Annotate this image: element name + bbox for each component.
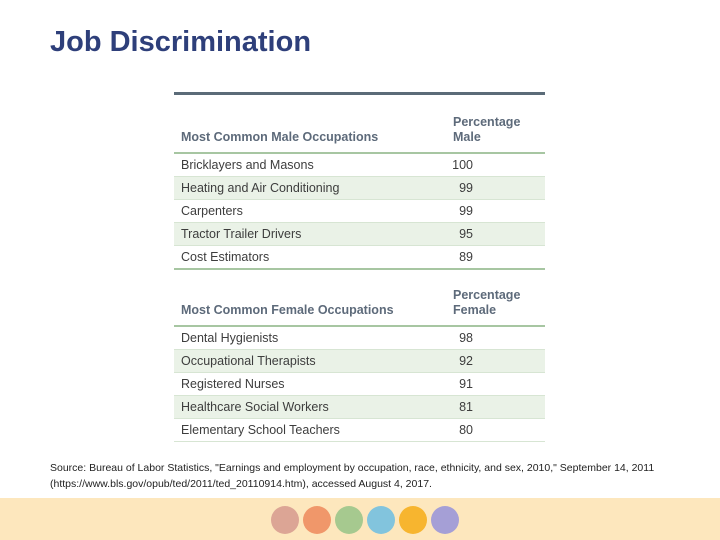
occupation-table	[174, 92, 545, 442]
percentage-cell: 91	[446, 373, 545, 396]
table-row	[174, 326, 545, 350]
occupation-cell: Registered Nurses	[174, 373, 446, 396]
occupation-cell: Heating and Air Conditioning	[174, 177, 446, 200]
occupation-cell: Healthcare Social Workers	[174, 396, 446, 419]
occupation-cell: Carpenters	[174, 200, 446, 223]
percentage-cell: 80	[446, 419, 545, 442]
percentage-cell: 99	[446, 200, 545, 223]
table-row	[174, 396, 545, 419]
occupation-cell: Elementary School Teachers	[174, 419, 446, 442]
occupation-cell: Bricklayers and Masons	[174, 153, 446, 177]
occupation-cell: Occupational Therapists	[174, 350, 446, 373]
occupation-cell: Cost Estimators	[174, 246, 446, 270]
female-occupation-header: Most Common Female Occupations	[174, 269, 446, 326]
female-percentage-header-line2: Female	[453, 303, 497, 317]
decorative-dot	[431, 506, 459, 534]
slide-title: Job Discrimination	[50, 26, 312, 58]
source-citation: Source: Bureau of Labor Statistics, "Earnings and employment by occupation, race, ethnicity, and sex, 2010," September 14, 2011 (https://www.bls.gov/opub/ted/2011/ted_20110914.htm), accessed August 4, 2017.	[50, 462, 655, 490]
decorative-dots	[271, 506, 459, 534]
table-row	[174, 153, 545, 177]
male-header-row	[174, 95, 545, 153]
occupation-cell: Tractor Trailer Drivers	[174, 223, 446, 246]
male-percentage-header-line1: Percentage	[453, 115, 521, 129]
female-percentage-header	[446, 269, 545, 326]
percentage-cell: 98	[446, 326, 545, 350]
table-row	[174, 350, 545, 373]
table-row	[174, 419, 545, 442]
female-percentage-header-line1: Percentage	[453, 288, 521, 302]
occupation-cell: Dental Hygienists	[174, 326, 446, 350]
decorative-dot	[399, 506, 427, 534]
decorative-dot	[271, 506, 299, 534]
decorative-dot	[335, 506, 363, 534]
male-percentage-header	[446, 95, 545, 153]
percentage-cell: 89	[446, 246, 545, 270]
male-occupation-header: Most Common Male Occupations	[174, 95, 446, 153]
percentage-cell: 81	[446, 396, 545, 419]
percentage-cell: 100	[446, 153, 545, 177]
percentage-cell: 95	[446, 223, 545, 246]
table-row	[174, 223, 545, 246]
table-row	[174, 200, 545, 223]
percentage-cell: 92	[446, 350, 545, 373]
table-row	[174, 177, 545, 200]
table-row	[174, 373, 545, 396]
percentage-cell: 99	[446, 177, 545, 200]
decorative-dot	[367, 506, 395, 534]
decorative-dot	[303, 506, 331, 534]
table-row	[174, 246, 545, 270]
female-header-row	[174, 269, 545, 326]
male-percentage-header-line2: Male	[453, 130, 481, 144]
